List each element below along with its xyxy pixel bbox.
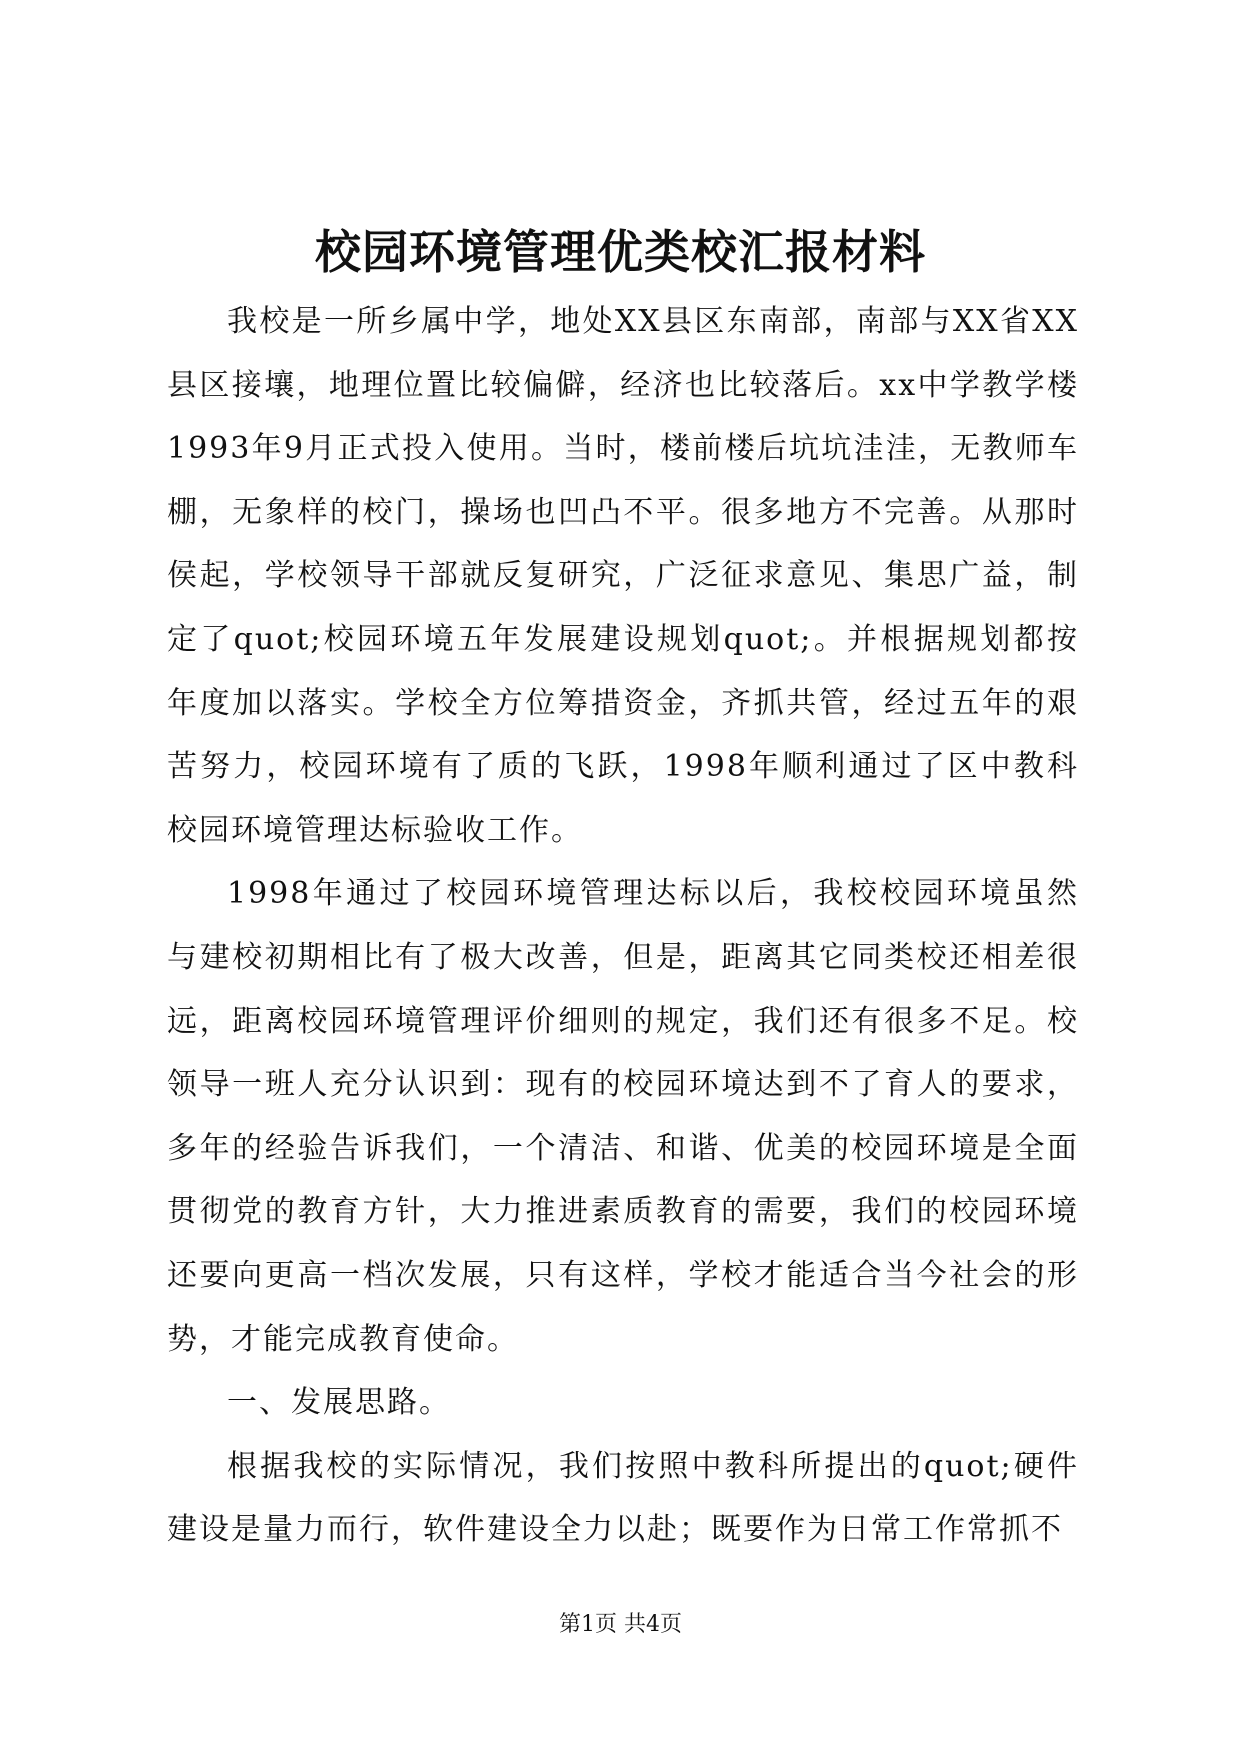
section-heading-development-ideas: 一、发展思路。: [227, 1385, 451, 1421]
document-body: [167, 290, 1079, 1562]
paragraph-intro: 我校是一所乡属中学，地处XX县区东南部，南部与XX省XX县区接壤，地理位置比较偏僻，经济也比较落后。xx中学教学楼1993年9月正式投入使用。当时，楼前楼后坑坑洼洼，无教师车棚，无象样的校门，操场也凹凸不平。很多地方不完善。从那时侯起，学校领导干部就反复研究，广泛征求意见、集思广益，制定了quot;校园环境五年发展建设规划quot;。并根据规划都按年度加以落实。学校全方位筹措资金，齐抓共管，经过五年的艰苦努力，校园环境有了质的飞跃，1998年顺利通过了区中教科校园环境管理达标验收工作。: [167, 304, 1079, 848]
paragraph-after-1998: 1998年通过了校园环境管理达标以后，我校校园环境虽然与建校初期相比有了极大改善，但是，距离其它同类校还相差很远，距离校园环境管理评价细则的规定，我们还有很多不足。校领导一班人充分认识到：现有的校园环境达到不了育人的要求，多年的经验告诉我们，一个清洁、和谐、优美的校园环境是全面贯彻党的教育方针，大力推进素质教育的需要，我们的校园环境还要向更高一档次发展，只有这样，学校才能适合当今社会的形势，才能完成教育使命。: [167, 876, 1079, 1357]
page-footer: 第1页 共4页: [559, 1612, 682, 1637]
document-title: 校园环境管理优类校汇报材料: [315, 225, 926, 279]
paragraph-development-ideas: 根据我校的实际情况，我们按照中教科所提出的quot;硬件建设是量力而行，软件建设全力以赴；既要作为日常工作常抓不: [167, 1448, 1079, 1548]
